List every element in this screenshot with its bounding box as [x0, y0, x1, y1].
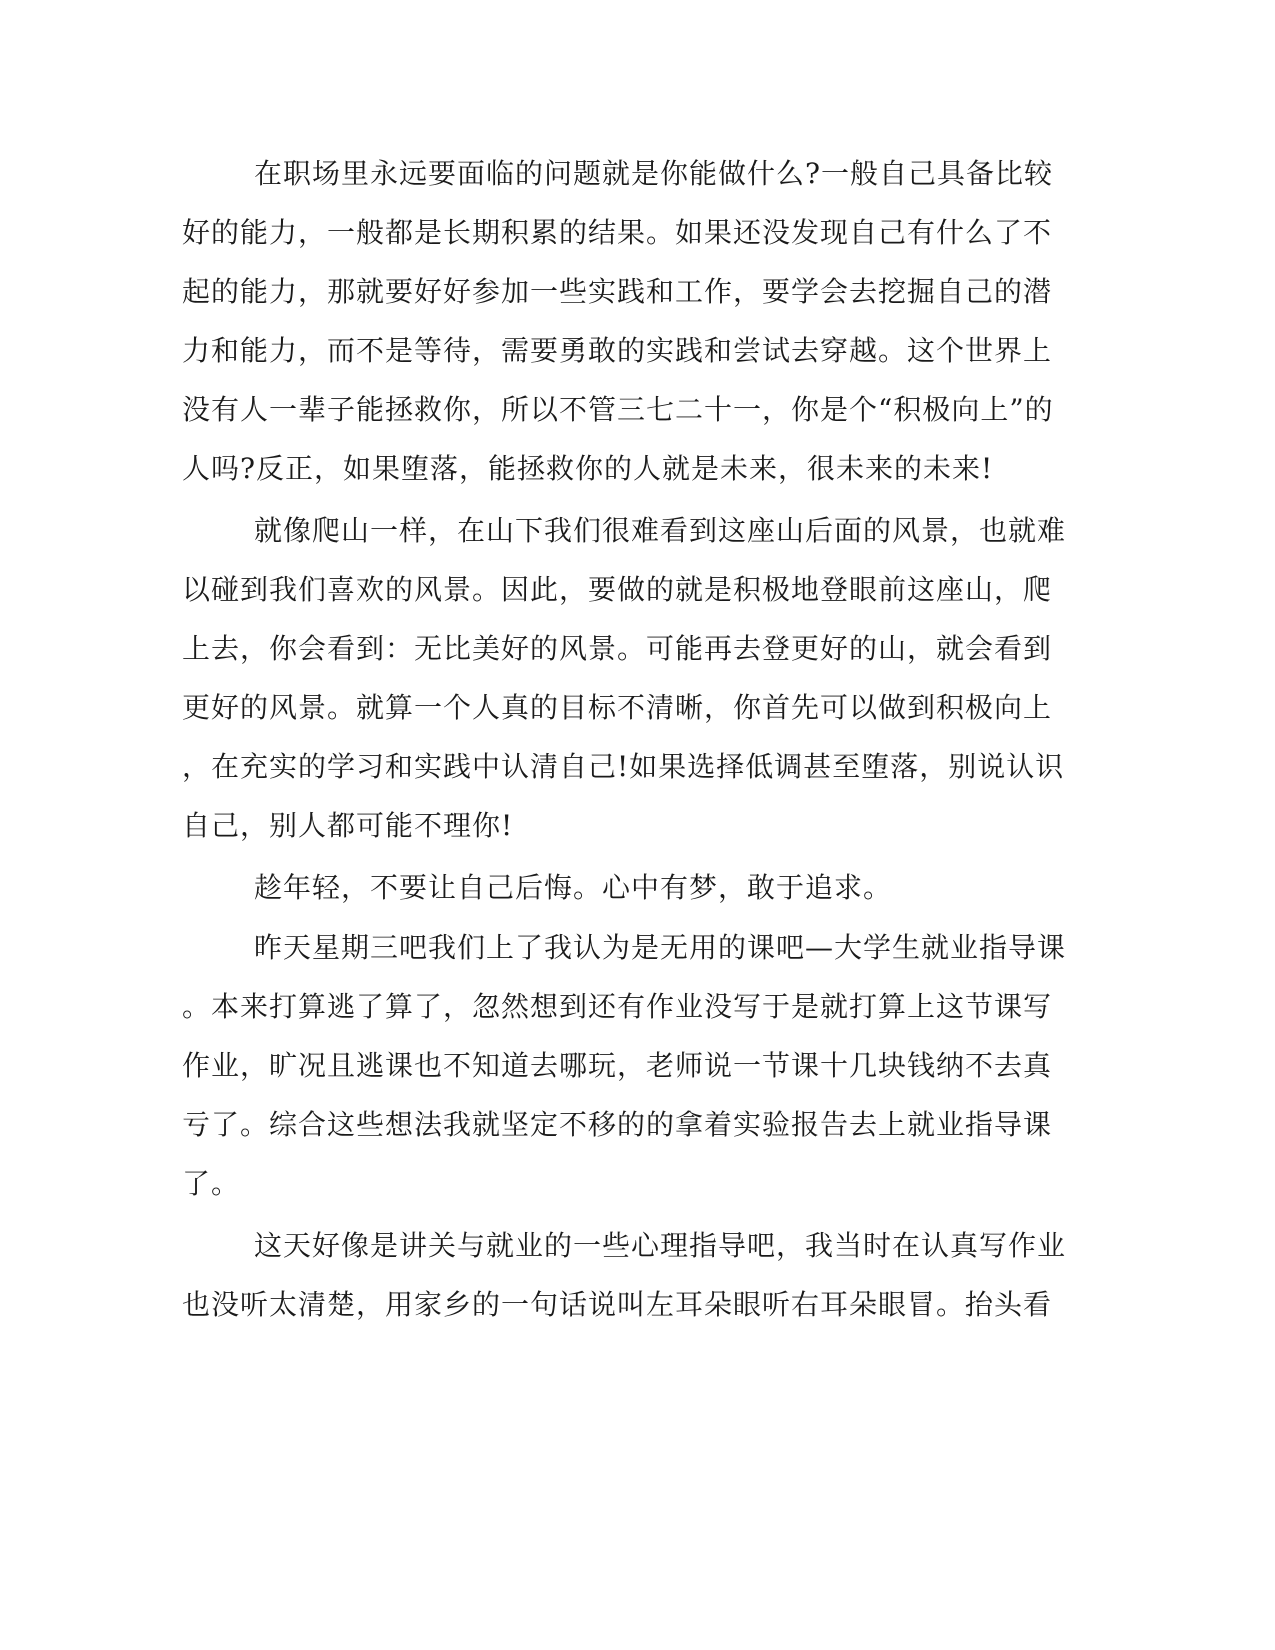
text-line: 起的能力，那就要好好参加一些实践和工作，要学会去挖掘自己的潜	[182, 275, 1053, 308]
text-line: 就像爬山一样，在山下我们很难看到这座山后面的风景，也就难	[254, 514, 1067, 547]
text-line: 自己，别人都可能不理你!	[182, 809, 514, 842]
text-line: 趁年轻，不要让自己后悔。心中有梦，敢于追求。	[254, 871, 893, 904]
text-line: 了。	[182, 1167, 241, 1200]
text-line: 这天好像是讲关与就业的一些心理指导吧，我当时在认真写作业	[254, 1229, 1067, 1262]
text-line: 也没听太清楚，用家乡的一句话说叫左耳朵眼听右耳朵眼冒。抬头看	[182, 1288, 1053, 1321]
text-line: 作业，旷况且逃课也不知道去哪玩，老师说一节课十几块钱纳不去真	[182, 1049, 1053, 1082]
text-line: 没有人一辈子能拯救你，所以不管三七二十一，你是个“积极向上”的	[182, 393, 1054, 426]
text-line: 以碰到我们喜欢的风景。因此，要做的就是积极地登眼前这座山，爬	[182, 573, 1053, 606]
text-line: ，在充实的学习和实践中认清自己!如果选择低调甚至堕落，别说认识	[182, 750, 1065, 783]
text-line: 更好的风景。就算一个人真的目标不清晰，你首先可以做到积极向上	[182, 691, 1053, 724]
text-line: 。本来打算逃了算了，忽然想到还有作业没写于是就打算上这节课写	[182, 990, 1053, 1023]
text-line: 好的能力，一般都是长期积累的结果。如果还没发现自己有什么了不	[182, 216, 1053, 249]
text-line: 亏了。综合这些想法我就坚定不移的的拿着实验报告去上就业指导课	[182, 1108, 1053, 1141]
text-line: 在职场里永远要面临的问题就是你能做什么?一般自己具备比较	[254, 157, 1054, 190]
text-line: 力和能力，而不是等待，需要勇敢的实践和尝试去穿越。这个世界上	[182, 334, 1053, 367]
text-line: 人吗?反正，如果堕落，能拯救你的人就是未来，很未来的未来!	[182, 452, 994, 485]
text-line: 上去，你会看到：无比美好的风景。可能再去登更好的山，就会看到	[182, 632, 1053, 665]
text-line: 昨天星期三吧我们上了我认为是无用的课吧—大学生就业指导课	[254, 931, 1067, 964]
